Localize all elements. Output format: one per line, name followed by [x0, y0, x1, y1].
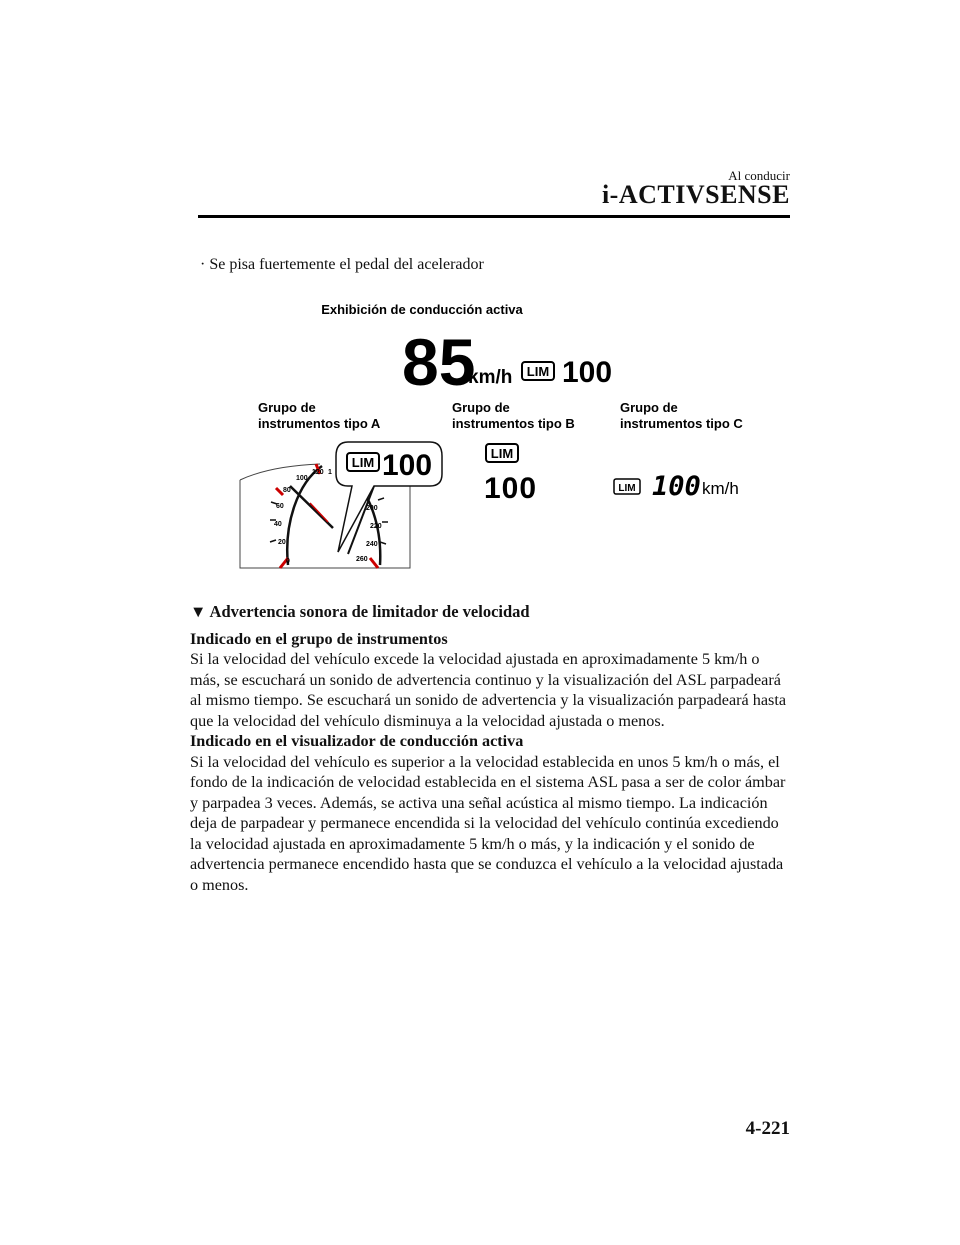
- cluster-b-lim: LIM: [490, 446, 514, 461]
- cluster-a-callout: [336, 442, 442, 552]
- active-display-lim: LIM: [526, 364, 550, 379]
- figure-title: Exhibición de conducción activa: [321, 302, 523, 317]
- dial-tick-label: 200: [366, 505, 378, 512]
- cluster-a-label-1: Grupo de: [258, 400, 316, 415]
- bullet-item: · Se pisa fuertemente el pedal del acelerador: [200, 256, 484, 273]
- dial-tick-label: 100: [296, 475, 308, 482]
- dial-tick-label: 60: [276, 503, 284, 510]
- cluster-c-lim: LIM: [618, 483, 636, 494]
- page-number: 4-221: [745, 1118, 790, 1139]
- cluster-c-label-1: Grupo de: [620, 400, 678, 415]
- cluster-b-label-2: instrumentos tipo B: [452, 416, 575, 431]
- dial-tick-label: 80: [283, 487, 291, 494]
- header-divider: [198, 215, 790, 218]
- cluster-a-label-2: instrumentos tipo A: [258, 416, 381, 431]
- text-block: [190, 602, 790, 895]
- subheading-cluster: Indicado en el grupo de instrumentos: [190, 629, 448, 648]
- section-heading: ▼ Advertencia sonora de limitador de velocidad: [190, 602, 530, 621]
- cluster-b-limit: 100: [484, 472, 538, 505]
- cluster-c-limit: 100: [652, 471, 701, 502]
- cluster-c-unit: km/h: [702, 479, 739, 498]
- active-display-limit: 100: [562, 356, 613, 389]
- dial-tick-label: 40: [274, 521, 282, 528]
- cluster-a-limit: 100: [382, 449, 433, 482]
- dial-tick-label: 1: [328, 469, 332, 476]
- cluster-b-label-1: Grupo de: [452, 400, 510, 415]
- active-display-unit: km/h: [468, 367, 513, 388]
- cluster-a-lim: LIM: [351, 455, 375, 470]
- speed-display-figure: [230, 290, 770, 600]
- paragraph-active-display: Si la velocidad del vehículo es superior a la velocidad establecida en unos 5 km/h o más, el fondo de la indicación de velocidad establecida en el sistema ASL pasa a ser de color ámbar y parpadea 3 veces. Además, se activa una señal acústica al mismo tiempo. La indicación deja de parpadear y permanece encendida si la velocidad del vehículo continúa excediendo la velocidad ajustada en aproximadamente 5 km/h o más, y la indicación y el sonido de advertencia permanece encendido hasta que se conduzca el vehículo a la velocidad ajustada o menos.: [190, 752, 786, 894]
- cluster-c-label-2: instrumentos tipo C: [620, 416, 743, 431]
- subheading-active-display: Indicado en el visualizador de conducción activa: [190, 732, 524, 750]
- section-title: i-ACTIVSENSE: [601, 180, 790, 209]
- section-label: Al conducir: [728, 168, 790, 183]
- figure-graphic: [230, 290, 770, 600]
- dial-tick-label: 220: [370, 523, 382, 530]
- dial-tick-label: 120: [312, 469, 324, 476]
- dial-tick-label: 260: [356, 556, 368, 563]
- active-display-speed: 85: [402, 325, 476, 399]
- paragraph-cluster: Si la velocidad del vehículo excede la velocidad ajustada en aproximadamente 5 km/h o más, se escuchará un sonido de advertencia continuo y la visualización del ASL parpadeará al mismo tiempo. Se escuchará un sonido de advertencia y la visualización parpadeará hasta que la velocidad del vehículo disminuya a la velocidad ajustada o menos.: [190, 650, 787, 730]
- dial-tick-label: 240: [366, 541, 378, 548]
- dial-tick-label: 20: [278, 539, 286, 546]
- dial-tick-label: 0: [286, 558, 290, 565]
